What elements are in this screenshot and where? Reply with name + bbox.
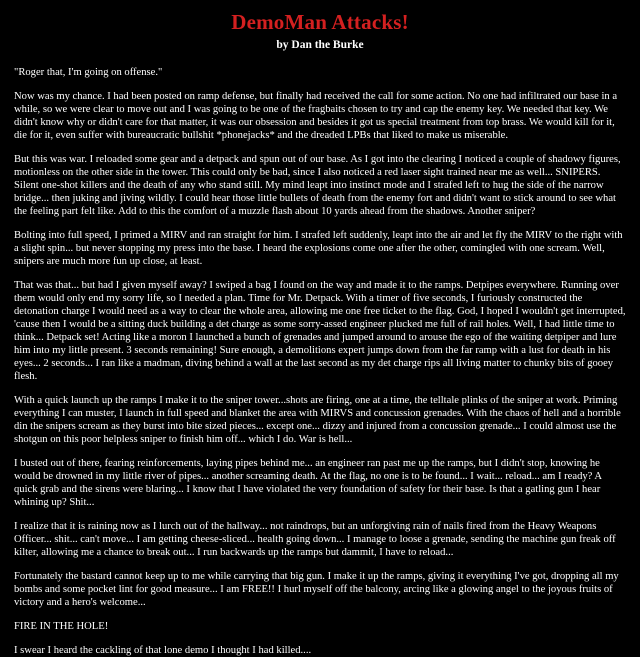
paragraph: Fortunately the bastard cannot keep up to me while carrying that big gun. I make it up the ramps, giving it everything I've got, dropping all my bombs and some pocket lint for good measure... I am FREE!! I hurl myself off the balcony, arcing like a glowing angel to the joyous fruits of victory and a hero's welcome...: [14, 571, 619, 609]
paragraph: Now was my chance. I had been posted on ramp defense, but finally had received the call for some action. No one had infiltrated our base in a while, so we were clear to move out and I was going to be one of the fragbaits chosen to try and cap the enemy key. We needed that key. We didn't know why or didn't care for that matter, it was our obsession and besides it got us special treatment from top brass. We would kill for it, die for it, even suffer with bureaucratic bullshit *phonejacks* and the dreaded LPBs that liked to make us miserable.: [14, 90, 618, 141]
paragraph: But this was war. I reloaded some gear and a detpack and spun out of our base. As I got into the clearing I noticed a couple of shadowy figures, motionless on the other side in the tower. This could only be bad, since I also noticed a red laser sight trained near me as well... SNIPERS. Silent one-shot killers and the death of any who stand still. My mind leapt into instinct mode and I strafed left to hug the side of the narrow bridge... then juking and jiving wildly. I could hear those little bullets of death from the enemy fort and didn't want to stick around to see what the feeling part felt like. Add to this the comfort of a muzzle flash about 10 yards ahead from the shadows. Another sniper?: [14, 153, 621, 217]
page-title: DemoMan Attacks!: [231, 10, 409, 34]
paragraph: That was that... but had I given myself away? I swiped a bag I found on the way and made it to the ramps. Detpipes everywhere. Running over them would only end my sorry life, so I needed a plan. Time for Mr. Detpack. With a timer of five seconds, I furiously constructed the detonation charge I would need as a way to clear the whole area, allowing me one free ticket to the flag. God, I hoped I wouldn't get interrupted, 'cause then I would be a sitting duck building a det charge as some sorry-assed engineer plucked me full of rail holes. Well, I had little time to think... Detpack set! Acting like a moron I launched a bunch of grenades and jumped around to arouse the ego of the waiting detpiper and lure him into my little present. 3 seconds remaining! Sure enough, a demolitions expert jumps down from the far ramp with a lust for death in his eyes... 2 seconds... I ran like a madman, diving behind a wall at the last second as my det charge rips all living matter to chunky bits of gooey flesh.: [14, 279, 626, 382]
paragraph-shout: FIRE IN THE HOLE!: [14, 621, 109, 633]
story-body: [10, 66, 630, 657]
paragraph: I busted out of there, fearing reinforcements, laying pipes behind me... an engineer ran past me up the ramps, but I didn't stop, knowing he would be drowned in my little river of pipes... another screaming death. At the flag, no one is to be found... I wait... reload... am I ready? A quick grab and the sirens were blaring... I know that I have violated the very foundation of safety for their base. Is that a gatling gun I hear whining up? Shit...: [14, 458, 602, 509]
paragraph: "Roger that, I'm going on offense.": [14, 66, 163, 78]
paragraph: I realize that it is raining now as I lurch out of the hallway... not raindrops, but an unforgiving rain of nails fired from the Heavy Weapons Officer... shit... can't move... I am getting cheese-sliced... health going down... I manage to loose a grenade, sending the machine gun freak off kilter, allowing me a chance to break out... I run backwards up the ramps but dammit, I have to reload...: [14, 521, 616, 559]
byline: by Dan the Burke: [276, 38, 364, 51]
paragraph: I swear I heard the cackling of that lone demo I thought I had killed....: [14, 645, 312, 657]
paragraph: With a quick launch up the ramps I make it to the sniper tower...shots are firing, one at a time, the telltale plinks of the sniper at work. Priming everything I can muster, I launch in full speed and blanket the area with MIRVS and concussion grenades. With the chaos of hell and a horrible din the snipers scream as they burst into bite sized pieces... except one... dizzy and injured from a concussion grenade... I could almost use the shotgun on this poor helpless sniper to finish him off... which I do. War is hell...: [14, 394, 621, 445]
paragraph: Bolting into full speed, I primed a MIRV and ran straight for him. I strafed left suddenly, leapt into the air and let fly the MIRV to the right with a slight spin... but never stopping my press into the base. I heard the explosions come one after the other, comingled with one scream. Well, snipers are much more fun up close, at least.: [14, 229, 623, 267]
